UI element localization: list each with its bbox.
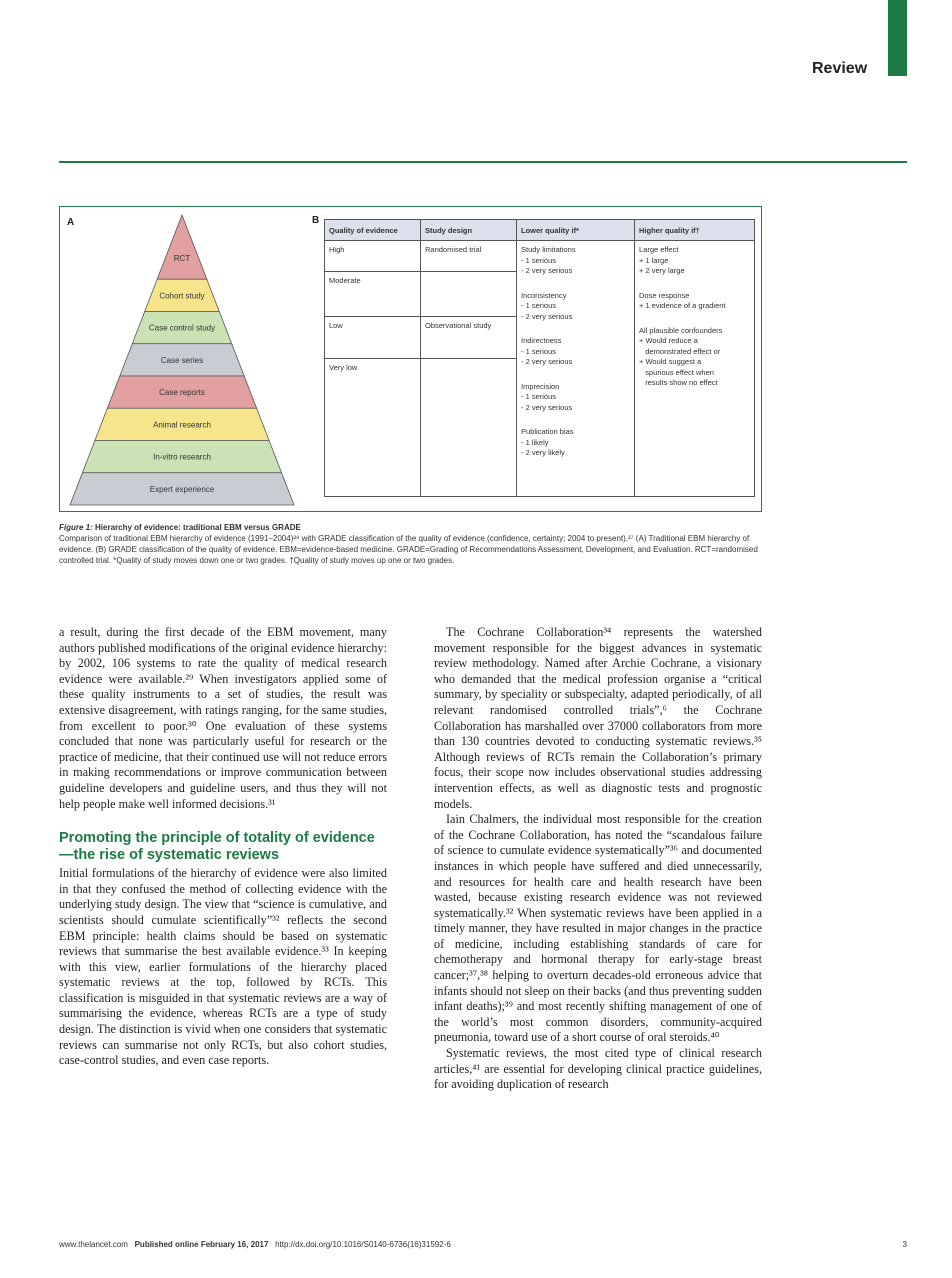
lower-quality-factor [521,245,630,277]
quality-cell: Low [325,317,421,359]
paragraph: Iain Chalmers, the individual most responsible for the creation of the Cochrane Collaboration, has noted the “scandalous failure of science to cumulate evidence systematically”³⁶ and documented instances in which people have suffered and died unnecessarily, and resources for health care and health research have been wasted, because existing research evidence was not reviewed systematically.³² When systematic reviews have been applied in a timely manner, they have resulted in major changes in the practice of medicine, including establishing standards of care for chemotherapy and hormonal therapy for early-stage breast cancer;³⁷,³⁸ helping to overturn decades-old erroneous advice that infants should not sleep on their backs (and thus preventing sudden infant deaths);³⁹ and most recently shifting management of one of the world’s most common disorders, community-acquired pneumonia, toward use of a short course of oral steroids.⁴⁰ [434,812,762,1045]
factor-line: Large effect [639,245,679,254]
pyramid-level [157,215,207,279]
factor-line: + 1 large [639,255,669,265]
caption-title [59,523,301,532]
panel-a-letter: A [67,217,75,228]
table-header: Higher quality if† [635,220,755,241]
section-heading: Promoting the principle of totality of evidence—the rise of systematic reviews [59,830,375,864]
factor-line: - 1 serious [521,255,557,265]
paragraph: Systematic reviews, the most cited type of clinical research articles,⁴¹ are essential for developing clinical practice guidelines, for avoiding duplication of research [434,1046,762,1092]
design-cell [421,272,517,317]
quality-cell: Moderate [325,272,421,317]
design-cell: Observational study [421,317,517,359]
grade-table [324,219,755,497]
lower-quality-factor [521,336,630,368]
factor-line: - 2 very likely [521,448,565,457]
higher-quality-factor [639,245,750,277]
higher-quality-cell [635,241,755,497]
factor-line: - 1 serious [521,301,557,310]
footer-published: Published online February 16, 2017 [134,1240,269,1249]
pyramid-level-label: Case reports [159,388,205,398]
factor-line: spurious effect when [639,367,714,377]
panel-b-letter: B [312,215,320,226]
factor-line: Study limitations [521,245,576,254]
caption-text: Comparison of traditional EBM hierarchy of evidence (1991–2004)²⁸ with GRADE classification of the quality of evidence (confidence, certainty; 2004 to present).²⁷ (A) Traditional EBM hierarchy of evidence. (B) GRADE classification of the quality of evidence. EBM=evidence-based medicine. GRADE=Grading of Recommendations Assessment, Development, and Evaluation. RCT=randomised controlled trial. *Quality of study moves down one or two grades. †Quality of study moves up one or two grades. [59,534,758,565]
right-column [434,625,762,1093]
pyramid-level-label: In-vitro research [153,452,211,462]
header-color-bar [888,0,907,76]
design-cell: Randomised trial [421,241,517,272]
paragraph: The Cochrane Collaboration³⁴ represents the watershed movement responsible for the biggest advances in systematic review methodology. Named after Archie Cochrane, a visionary who demanded that the medical profession organise a “critical summary, by speciality or subspecialty, adapted periodically, of all relevant randomised controlled trials”,⁶ the Cochrane Collaboration has marshalled over 37000 collaborators from more than 130 countries devoted to conducting systematic reviews.³⁵ Although reviews of RCTs remain the Collaboration’s primary focus, their scope now includes observational studies addressing intervention effects, as well as diagnostic tests and prognostic models. [434,625,762,811]
factor-line: - 1 likely [521,437,549,447]
pyramid-level-label: Expert experience [149,484,215,494]
factor-line: - 2 very serious [521,402,573,412]
left-column [59,625,387,1069]
figure-1 [59,206,762,512]
paragraph: a result, during the first decade of the EBM movement, many authors published modifications of the original evidence hierarchy: by 2002, 106 systems to rate the quality of medical research evidence were available.²⁹ When investigators applied some of these quality instruments to a set of studies, the result was extensive disagreement, with ratings ranging, for the same studies, from excellent to poor.³⁰ One evaluation of these systems concluded that none was particularly useful for research or the practice of medicine, that their continued use will not reduce errors in making recommendations or improve communication between guideline developers and guideline users, and thus they will not help people make well informed decisions.³¹ [59,625,387,811]
page-footer [59,1240,907,1249]
factor-line: Indirectness [521,336,562,345]
factor-line: Publication bias [521,427,574,436]
higher-quality-factor [639,291,750,312]
table-header: Study design [421,220,517,241]
page-number: 3 [902,1240,907,1249]
factor-line: - 1 serious [521,346,557,356]
section-label: Review [812,60,868,77]
factor-line: Imprecision [521,381,560,391]
factor-line: + Would reduce a [639,336,698,345]
lower-quality-cell [517,241,635,497]
factor-line: + Would suggest a [639,357,702,366]
table-header: Quality of evidence [325,220,421,241]
evidence-pyramid [60,207,320,513]
factor-line: Inconsistency [521,290,567,300]
quality-cell: Very low [325,359,421,497]
paragraph: Initial formulations of the hierarchy of evidence were also limited in that they confused the method of collecting evidence with the underlying study design. The view that “science is cumulative, and scientists should cumulate scientifically”³² reflects the second EBM principle: health claims should be based on systematic reviews that summarise the best available evidence.³³ In keeping with this view, earlier formulations of the hierarchy placed systematic reviews at the top, followed by RCTs. This classification is misguided in that systematic reviews are a way of summarising the evidence, whereas RCTs are a type of study design. The distinction is vivid when one considers that systematic reviews can summarise not only RCTs, but also cohort studies, case-control studies, and even case reports. [59,866,387,1068]
factor-line: + 1 evidence of a gradient [639,301,726,310]
pyramid-level-label: Case series [160,355,204,365]
caption-label: Figure 1: [59,523,93,532]
header-rule [59,161,907,163]
factor-line: - 2 very serious [521,357,573,366]
factor-line: demonstrated effect or [639,346,721,356]
factor-line: Dose response [639,290,690,300]
factor-line: results show no effect [639,378,718,387]
factor-line: All plausible confounders [639,325,723,335]
pyramid-level-label: Case control study [148,323,216,333]
factor-line: - 2 very serious [521,311,573,321]
caption-title-text: Hierarchy of evidence: traditional EBM versus GRADE [95,523,301,532]
table-header: Lower quality if* [517,220,635,241]
footer-doi: http://dx.doi.org/10.1016/S0140-6736(16)31592-6 [275,1240,451,1249]
higher-quality-factor [639,326,750,389]
lower-quality-factor [521,427,630,459]
factor-line: - 2 very serious [521,266,573,275]
pyramid-level-label: Cohort study [159,291,205,301]
pyramid-level-label: Animal research [153,420,211,430]
factor-line: + 2 very large [639,266,685,275]
design-cell [421,359,517,497]
pyramid-level-label: RCT [173,254,191,264]
figure-caption [59,522,769,566]
factor-line: - 1 serious [521,392,557,401]
quality-cell: High [325,241,421,272]
footer-url: www.thelancet.com [59,1240,128,1249]
lower-quality-factor [521,382,630,414]
lower-quality-factor [521,291,630,323]
